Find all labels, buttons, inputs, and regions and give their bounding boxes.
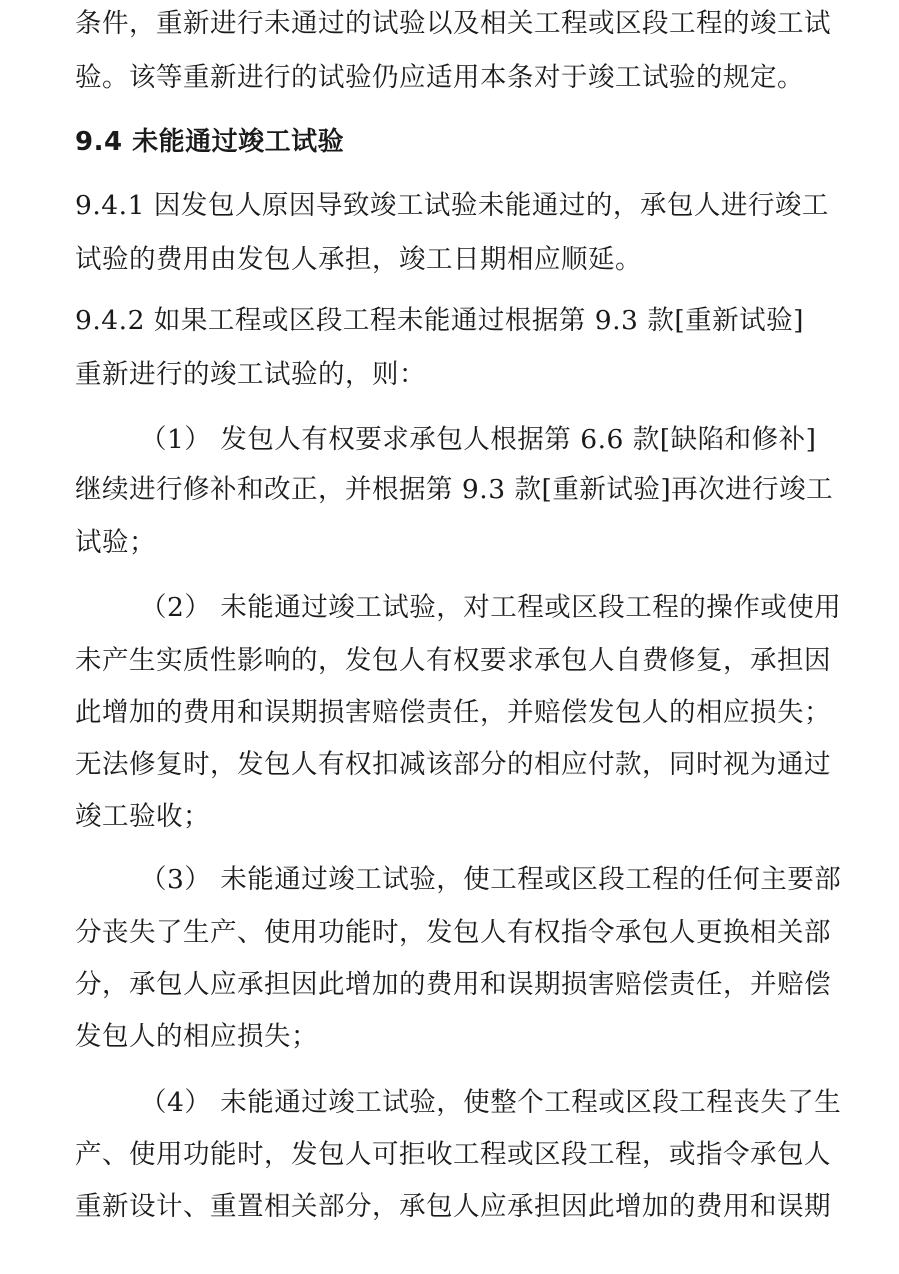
text-line: 重新设计、重置相关部分，承包人应承担因此增加的费用和误期 bbox=[75, 1191, 831, 1222]
text-line: 试验的费用由发包人承担，竣工日期相应顺延。 bbox=[75, 244, 642, 275]
text-line: 9.4.2 如果工程或区段工程未能通过根据第 9.3 款[重新试验] bbox=[75, 305, 805, 336]
list-item-start: （1） 发包人有权要求承包人根据第 6.6 款[缺陷和修补] bbox=[140, 424, 817, 455]
text-line: 产、使用功能时，发包人可拒收工程或区段工程，或指令承包人 bbox=[75, 1139, 831, 1170]
text-line: 9.4.1 因发包人原因导致竣工试验未能通过的，承包人进行竣工 bbox=[75, 190, 829, 221]
list-item-start: （4） 未能通过竣工试验，使整个工程或区段工程丧失了生 bbox=[140, 1087, 842, 1118]
text-line: 竣工验收； bbox=[75, 801, 210, 832]
text-line: 发包人的相应损失； bbox=[75, 1021, 318, 1052]
text-line: 分，承包人应承担因此增加的费用和误期损害赔偿责任，并赔偿 bbox=[75, 969, 831, 1000]
text-line: 验。该等重新进行的试验仍应适用本条对于竣工试验的规定。 bbox=[75, 62, 804, 93]
text-line: 未产生实质性影响的，发包人有权要求承包人自费修复，承担因 bbox=[75, 645, 831, 676]
text-line: 试验； bbox=[75, 527, 156, 558]
text-line: 条件，重新进行未通过的试验以及相关工程或区段工程的竣工试 bbox=[75, 8, 831, 39]
list-item-start: （3） 未能通过竣工试验，使工程或区段工程的任何主要部 bbox=[140, 864, 842, 895]
text-line: 无法修复时，发包人有权扣减该部分的相应付款，同时视为通过 bbox=[75, 749, 831, 780]
list-item-start: （2） 未能通过竣工试验，对工程或区段工程的操作或使用 bbox=[140, 592, 842, 623]
text-line: 继续进行修补和改正，并根据第 9.3 款[重新试验]再次进行竣工 bbox=[75, 474, 834, 505]
text-line: 重新进行的竣工试验的，则： bbox=[75, 359, 426, 390]
text-line: 此增加的费用和误期损害赔偿责任，并赔偿发包人的相应损失； bbox=[75, 697, 831, 728]
text-line: 分丧失了生产、使用功能时，发包人有权指令承包人更换相关部 bbox=[75, 917, 831, 948]
section-heading: 9.4 未能通过竣工试验 bbox=[75, 127, 345, 157]
